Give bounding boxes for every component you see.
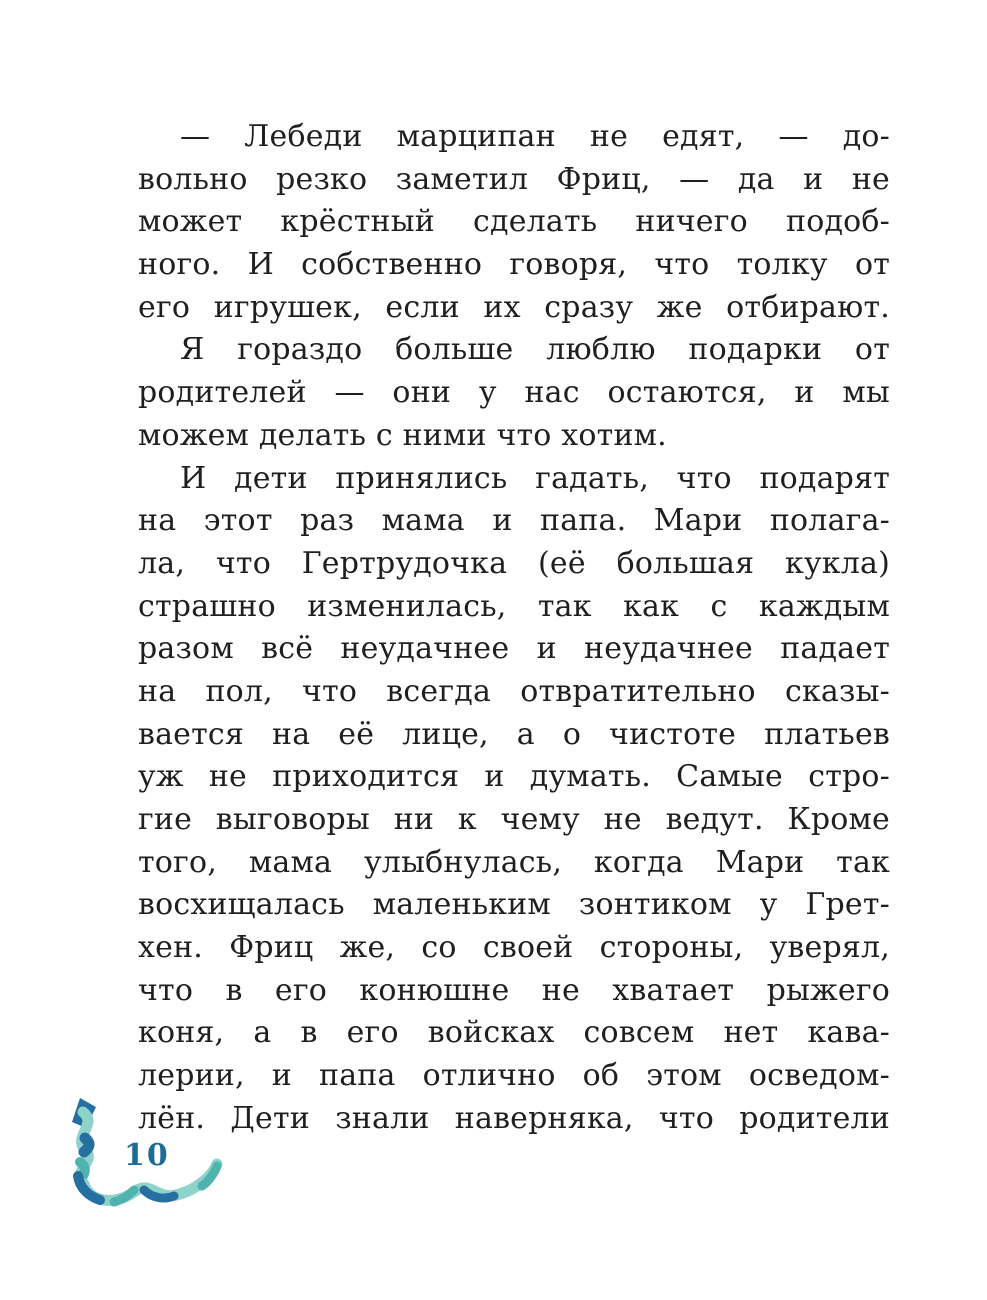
paragraph-line: может крёстный сделать ничего подоб- [138,204,890,240]
paragraph-line: вольно резко заметил Фриц, — да и не [138,161,890,197]
paragraph-line: страшно изменилась, так как с каждым [138,588,890,624]
paragraph-line: восхищалась маленьким зонтиком у Грет- [138,887,890,923]
paragraph-line: Я гораздо больше люблю подарки от [180,332,890,368]
paragraph-line: разом всё неудачнее и неудачнее падает [138,631,890,667]
text-block [138,116,890,1141]
paragraph-line: гие выговоры ни к чему не ведут. Кроме [138,802,890,837]
paragraph-line: лерии, и папа отлично об этом осведом- [138,1058,890,1094]
paragraph-line: того, мама улыбнулась, когда Мари так [138,844,890,880]
paragraph-line: коня, а в его войсках совсем нет кава- [138,1015,890,1051]
paragraph-line: уж не приходится и думать. Самые стро- [138,759,890,795]
paragraph-line: И дети принялись гадать, что подарят [180,460,890,496]
paragraph-line: лён. Дети знали наверняка, что родители [138,1100,890,1136]
paragraph-line: ного. И собственно говоря, что толку от [138,247,890,283]
paragraph-line: на этот раз мама и папа. Мари полага- [138,503,890,539]
paragraph-line: — Лебеди марципан не едят, — до- [180,119,890,154]
page-number: 10 [124,1138,170,1173]
paragraph-line: вается на её лице, а о чистоте платьев [138,716,890,752]
paragraph-line: что в его конюшне не хватает рыжего [138,972,890,1008]
paragraph-line: ла, что Гертрудочка (её большая кукла) [138,545,890,581]
paragraph-line: на пол, что всегда отвратительно сказы- [138,673,890,709]
paragraph-line: его игрушек, если их сразу же отбирают. [138,289,890,325]
paragraph-line: хен. Фриц же, со своей стороны, уверял, [138,930,890,966]
paragraph-line: родителей — они у нас остаются, и мы [138,375,890,411]
paragraph-line: можем делать с ними что хотим. [138,417,667,453]
